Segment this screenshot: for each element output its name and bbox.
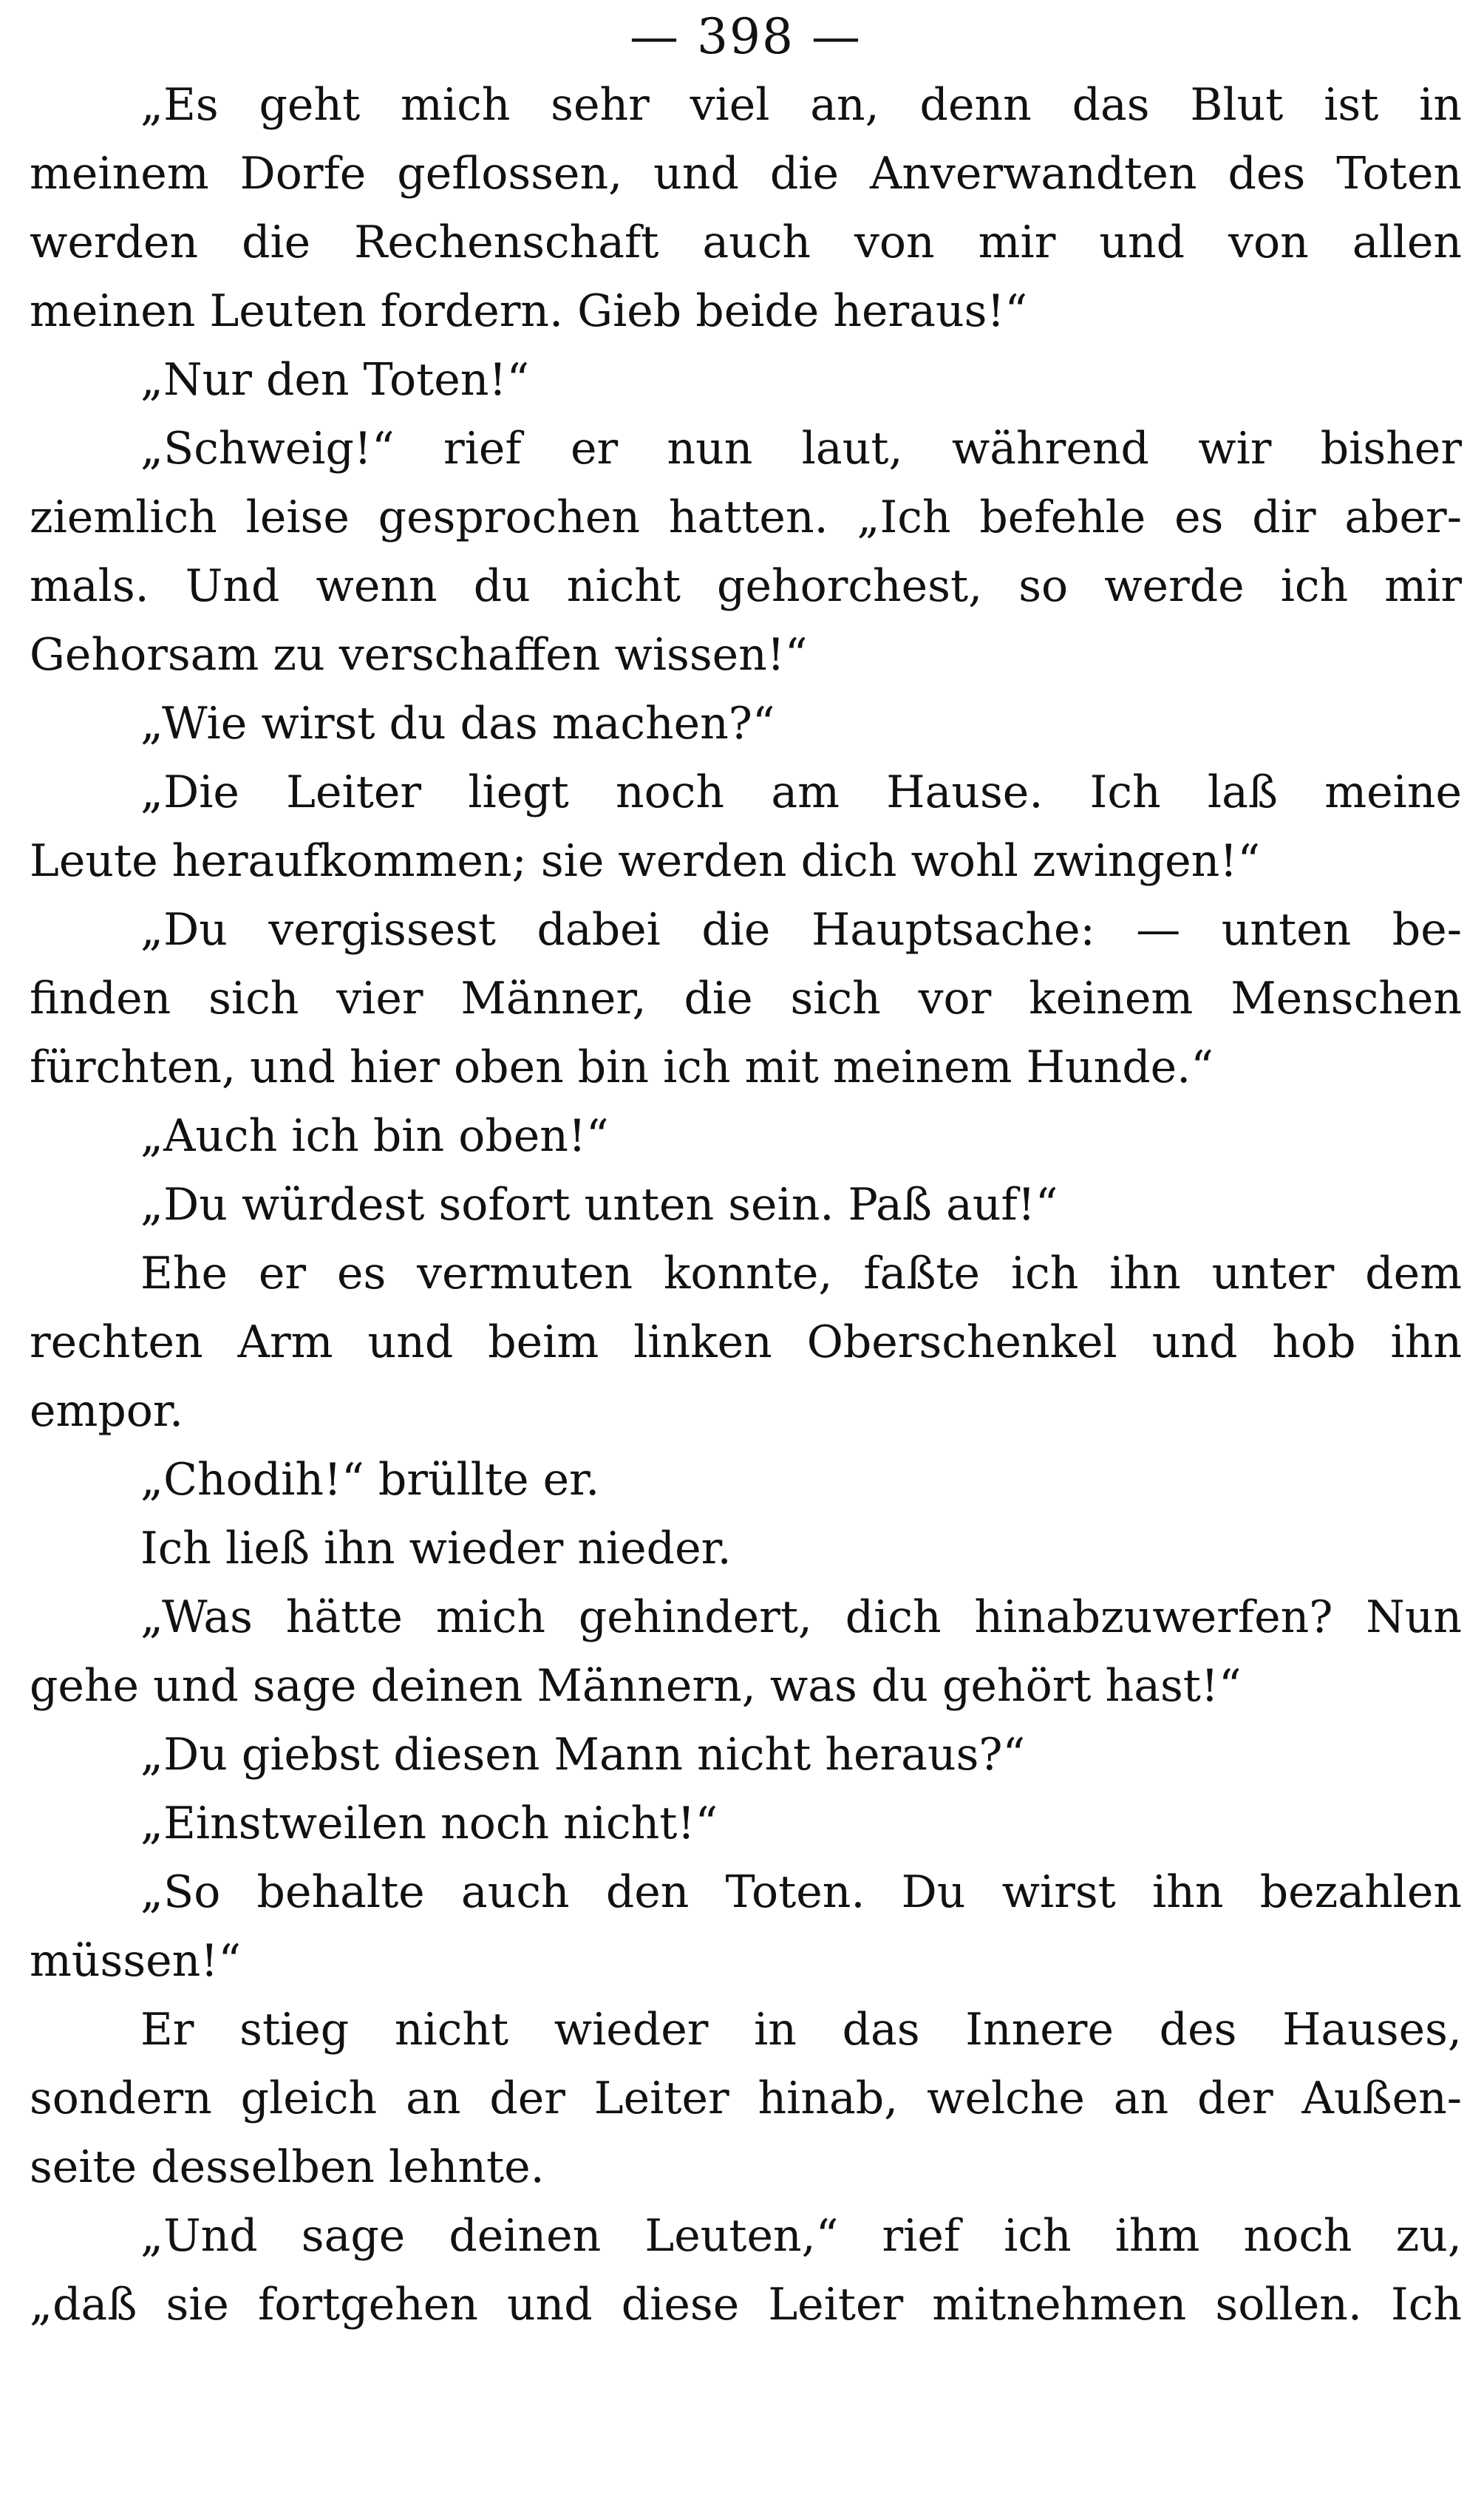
text-line: Ich ließ ihn wieder nieder. — [140, 1523, 732, 1574]
text-line: „Und sage deinen Leuten,“ rief ich ihm noch zu, — [140, 2210, 1462, 2262]
page-number: — 398 — — [630, 8, 862, 65]
text-line: sondern gleich an der Leiter hinab, welche an der Außen- — [30, 2073, 1462, 2124]
text-line: mals. Und wenn du nicht gehorchest, so werde ich mir — [30, 560, 1462, 612]
text-line: „Es geht mich sehr viel an, denn das Blut ist in — [140, 79, 1462, 131]
text-line: „Schweig!“ rief er nun laut, während wir bisher — [140, 423, 1462, 475]
text-line: „Chodih!“ brüllte er. — [140, 1454, 600, 1506]
text-line: Leute heraufkommen; sie werden dich wohl zwingen!“ — [30, 835, 1261, 887]
text-line: „Die Leiter liegt noch am Hause. Ich laß meine — [140, 766, 1462, 818]
text-line: müssen!“ — [30, 1935, 242, 1987]
text-line: empor. — [30, 1385, 184, 1437]
text-line: Ehe er es vermuten konnte, faßte ich ihn unter dem — [140, 1248, 1462, 1299]
text-line: „Wie wirst du das machen?“ — [140, 698, 775, 749]
text-line: gehe und sage deinen Männern, was du gehört hast!“ — [30, 1660, 1242, 1712]
text-line: „Du vergissest dabei die Hauptsache: — unten be- — [140, 904, 1462, 956]
text-line: „daß sie fortgehen und diese Leiter mitnehmen sollen. Ich — [30, 2279, 1462, 2331]
text-line: Gehorsam zu verschaffen wissen!“ — [30, 629, 808, 681]
text-line: werden die Rechenschaft auch von mir und von allen — [30, 217, 1462, 268]
text-line: „Auch ich bin oben!“ — [140, 1110, 609, 1162]
text-line: „Was hätte mich gehindert, dich hinabzuwerfen? Nun — [140, 1591, 1462, 1643]
text-line: meinem Dorfe geflossen, und die Anverwandten des Toten — [30, 148, 1462, 200]
text-line: ziemlich leise gesprochen hatten. „Ich befehle es dir aber- — [30, 492, 1462, 543]
body-text — [30, 71, 1462, 2339]
text-line: „Du giebst diesen Mann nicht heraus?“ — [140, 1729, 1026, 1781]
text-line: finden sich vier Männer, die sich vor keinem Menschen — [30, 973, 1462, 1024]
text-line: „Einstweilen noch nicht!“ — [140, 1798, 718, 1849]
text-line: Er stieg nicht wieder in das Innere des Hauses, — [140, 2004, 1462, 2056]
text-line: seite desselben lehnte. — [30, 2141, 545, 2193]
text-line: „Du würdest sofort unten sein. Paß auf!“ — [140, 1179, 1058, 1231]
text-line: „So behalte auch den Toten. Du wirst ihn bezahlen — [140, 1866, 1462, 1918]
text-line: meinen Leuten fordern. Gieb beide heraus!“ — [30, 285, 1028, 337]
text-line: fürchten, und hier oben bin ich mit meinem Hunde.“ — [30, 1041, 1214, 1093]
text-line: „Nur den Toten!“ — [140, 354, 530, 406]
text-line: rechten Arm und beim linken Oberschenkel und hob ihn — [30, 1316, 1462, 1368]
